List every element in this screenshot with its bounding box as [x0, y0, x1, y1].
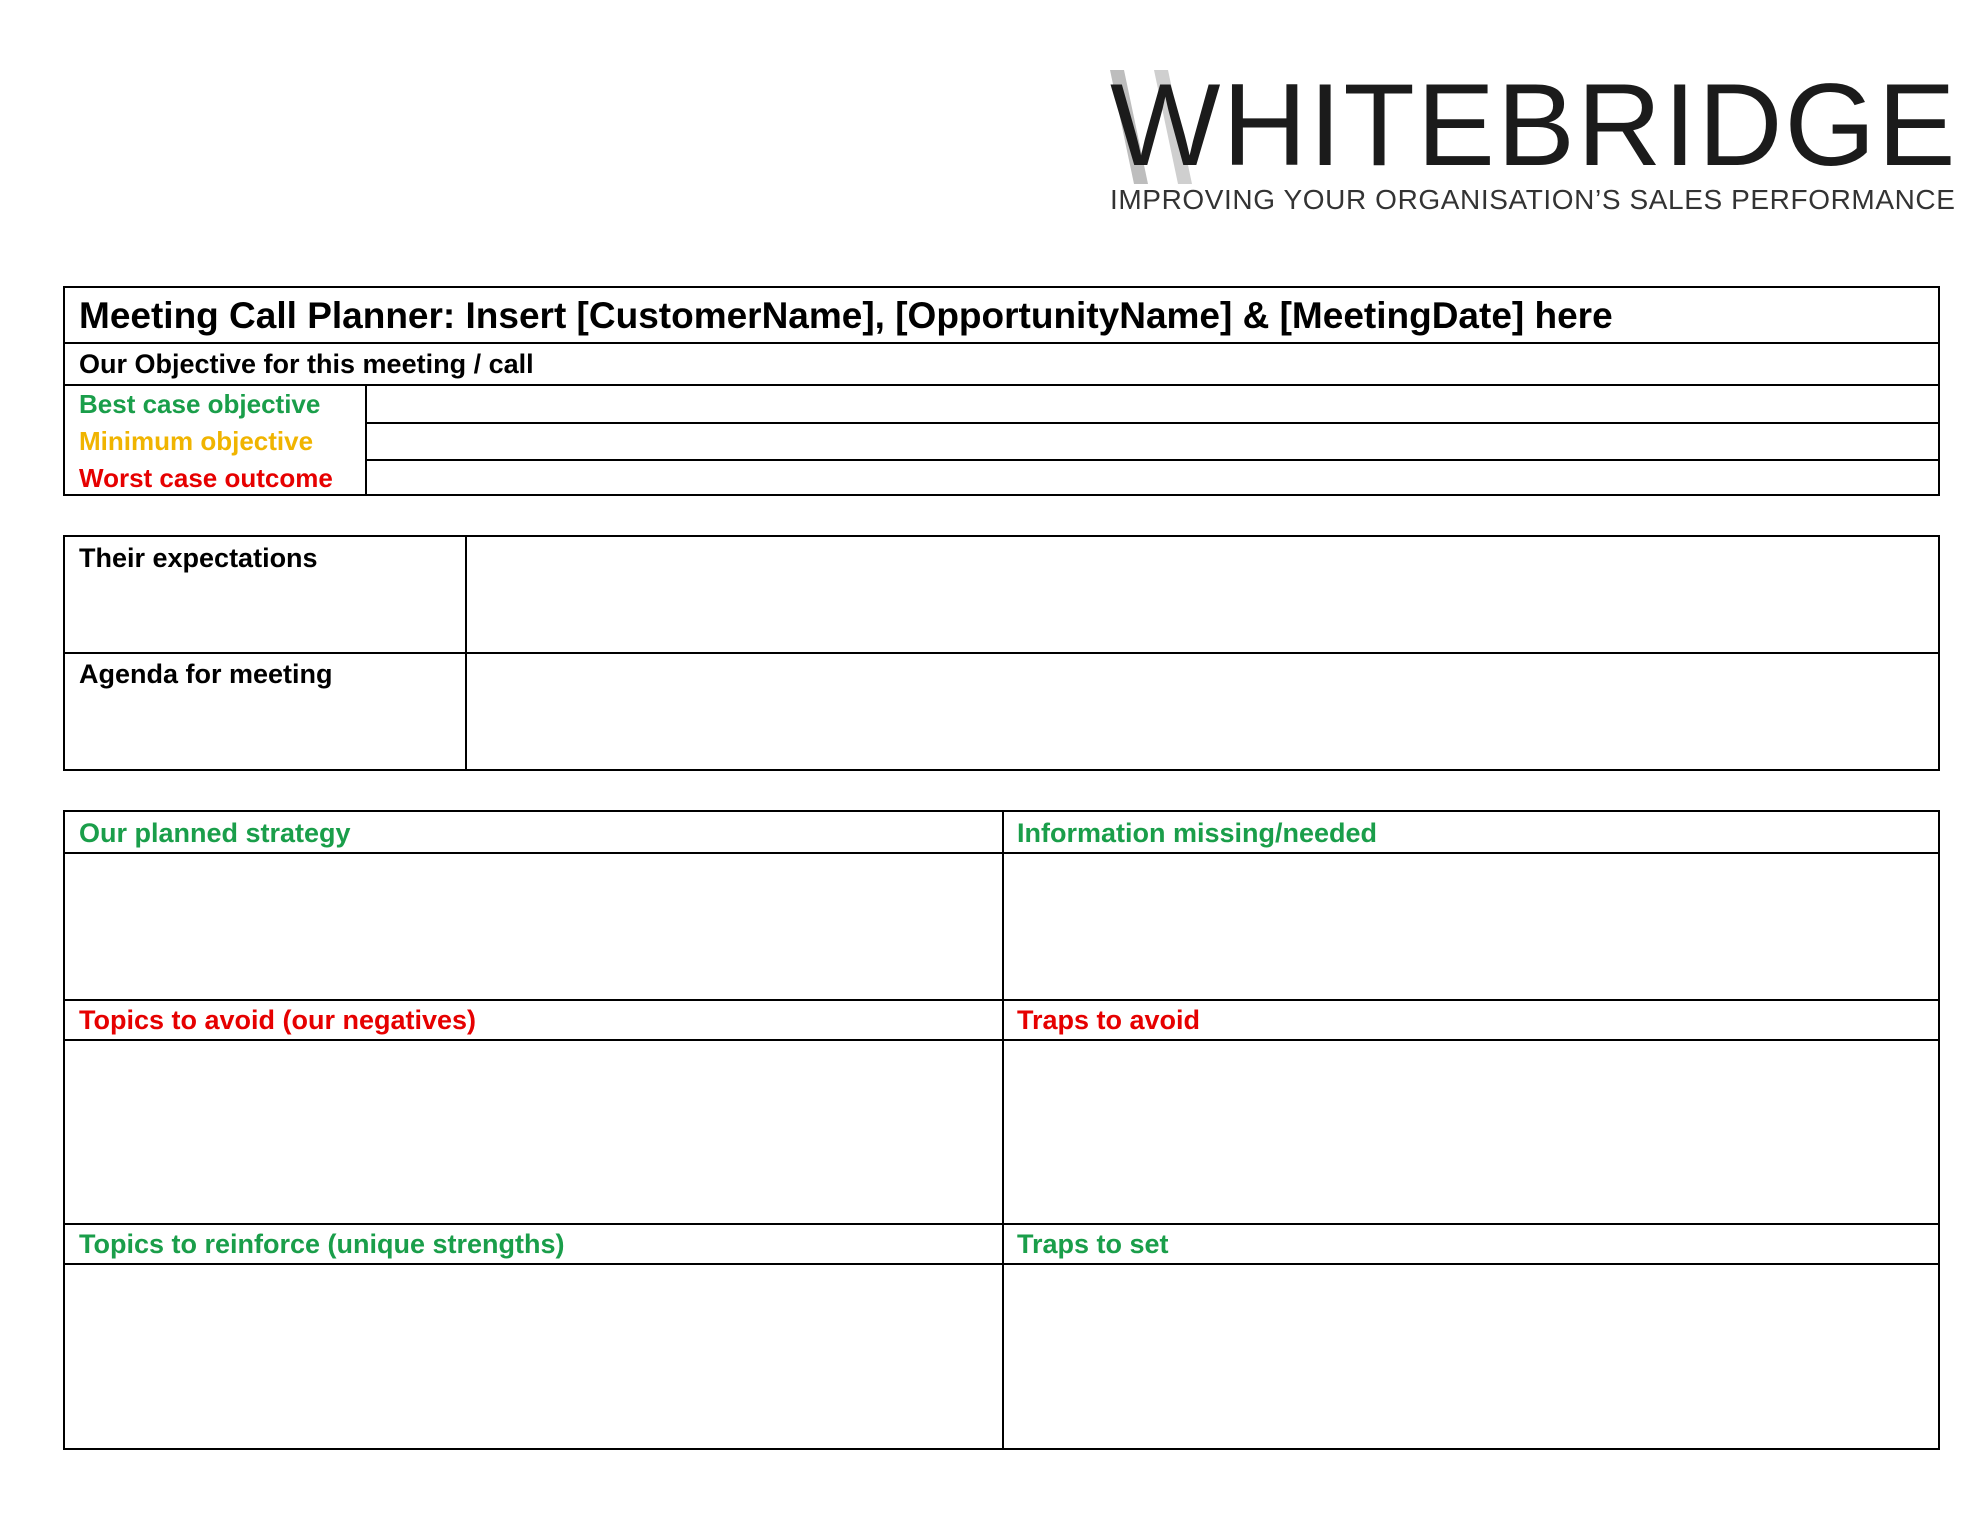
- planner-title: Meeting Call Planner: Insert [CustomerName], [OpportunityName] & [MeetingDate] here: [79, 295, 1613, 336]
- minimum-objective-input[interactable]: [369, 424, 1938, 459]
- divider: [65, 342, 1938, 344]
- divider: [65, 1223, 1938, 1225]
- their-expectations-input[interactable]: [469, 537, 1938, 652]
- divider: [365, 384, 367, 496]
- whitebridge-logo: [1110, 59, 1958, 230]
- minimum-objective-label: Minimum objective: [79, 426, 314, 456]
- their-expectations-label: Their expectations: [79, 543, 318, 573]
- traps-to-avoid-heading: Traps to avoid: [1017, 1005, 1201, 1035]
- information-missing-heading: Information missing/needed: [1017, 818, 1378, 848]
- planned-strategy-heading: Our planned strategy: [79, 818, 351, 848]
- divider: [65, 652, 1938, 654]
- topics-to-avoid-heading: Topics to avoid (our negatives): [79, 1005, 477, 1035]
- agenda-input[interactable]: [469, 655, 1938, 769]
- logo-tagline: IMPROVING YOUR ORGANISATION’S SALES PERFORMANCE: [1110, 184, 1956, 215]
- traps-to-avoid-input[interactable]: [1004, 1041, 1938, 1223]
- logo-wordmark: WHITEBRIDGE: [1110, 59, 1958, 190]
- traps-to-set-input[interactable]: [1004, 1265, 1938, 1448]
- topics-to-reinforce-heading: Topics to reinforce (unique strengths): [79, 1229, 565, 1259]
- traps-to-set-heading: Traps to set: [1017, 1229, 1169, 1259]
- worst-case-label: Worst case outcome: [79, 463, 333, 493]
- divider: [65, 999, 1938, 1001]
- planned-strategy-input[interactable]: [65, 854, 1002, 999]
- expectations-table: [63, 535, 1940, 771]
- strategy-table: [63, 810, 1940, 1450]
- topics-to-reinforce-input[interactable]: [65, 1265, 1002, 1448]
- information-missing-input[interactable]: [1004, 854, 1938, 999]
- best-case-label: Best case objective: [79, 389, 321, 419]
- best-case-input[interactable]: [369, 386, 1938, 421]
- objectives-table: [63, 286, 1940, 496]
- worst-case-input[interactable]: [369, 461, 1938, 494]
- topics-to-avoid-input[interactable]: [65, 1041, 1002, 1223]
- objective-heading: Our Objective for this meeting / call: [79, 349, 534, 379]
- agenda-label: Agenda for meeting: [79, 659, 333, 689]
